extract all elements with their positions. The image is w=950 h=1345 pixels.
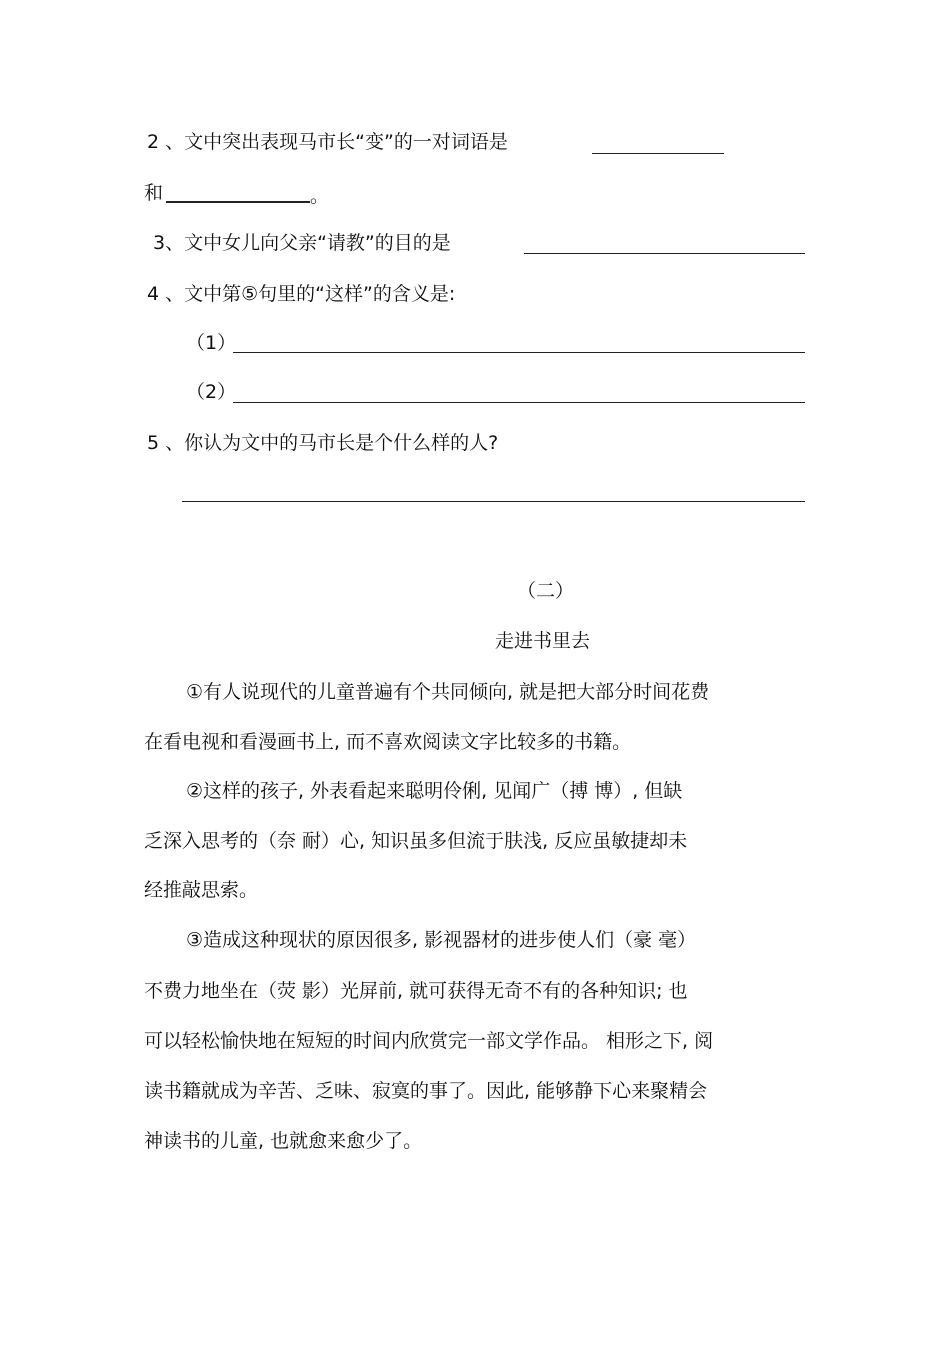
question-2-blank-2[interactable] bbox=[166, 201, 310, 203]
question-2-suffix: 。 bbox=[310, 185, 330, 207]
passage-line: 神读书的儿童, 也就愈来愈少了。 bbox=[144, 1130, 423, 1152]
section-number: （二） bbox=[517, 580, 575, 602]
question-5-text: 5 、你认为文中的马市长是个什么样的人? bbox=[147, 432, 499, 454]
question-2-prefix: 和 bbox=[144, 182, 164, 204]
passage-line: ②这样的孩子, 外表看起来聪明伶俐, 见闻广（搏 博）, 但缺 bbox=[186, 780, 683, 802]
passage-line: 乏深入思考的（奈 耐）心, 知识虽多但流于肤浅, 反应虽敏捷却未 bbox=[144, 830, 688, 852]
question-4-sub-2-blank[interactable] bbox=[233, 402, 805, 403]
passage-line: 不费力地坐在（荧 影）光屏前, 就可获得无奇不有的各种知识; 也 bbox=[144, 980, 688, 1002]
passage-line: 可以轻松愉快地在短短的时间内欣赏完一部文学作品。 相形之下, 阅 bbox=[144, 1030, 714, 1052]
question-3-blank[interactable] bbox=[524, 253, 805, 254]
question-4-sub-2-label: （2） bbox=[186, 381, 237, 403]
question-4-sub-1-label: （1） bbox=[186, 332, 237, 354]
question-3-text: 3、文中女儿向父亲“请教”的目的是 bbox=[153, 232, 451, 254]
passage-line: 读书籍就成为辛苦、乏味、寂寞的事了。因此, 能够静下心来聚精会 bbox=[144, 1080, 708, 1102]
section-title: 走进书里去 bbox=[495, 630, 591, 652]
question-4-sub-1-blank[interactable] bbox=[233, 352, 805, 353]
question-4-text: 4 、文中第⑤句里的“这样”的含义是: bbox=[147, 283, 456, 305]
question-5-blank[interactable] bbox=[182, 501, 805, 502]
passage-line: ①有人说现代的儿童普遍有个共同倾向, 就是把大部分时间花费 bbox=[186, 681, 710, 703]
passage-line: 在看电视和看漫画书上, 而不喜欢阅读文字比较多的书籍。 bbox=[144, 731, 632, 753]
passage-line: 经推敲思索。 bbox=[144, 879, 259, 901]
question-2-text: 2 、文中突出表现马市长“变”的一对词语是 bbox=[147, 131, 508, 153]
passage-line: ③造成这种现状的原因很多, 影视器材的进步使人们（豪 毫） bbox=[186, 929, 697, 951]
question-2-blank-1[interactable] bbox=[592, 153, 724, 154]
